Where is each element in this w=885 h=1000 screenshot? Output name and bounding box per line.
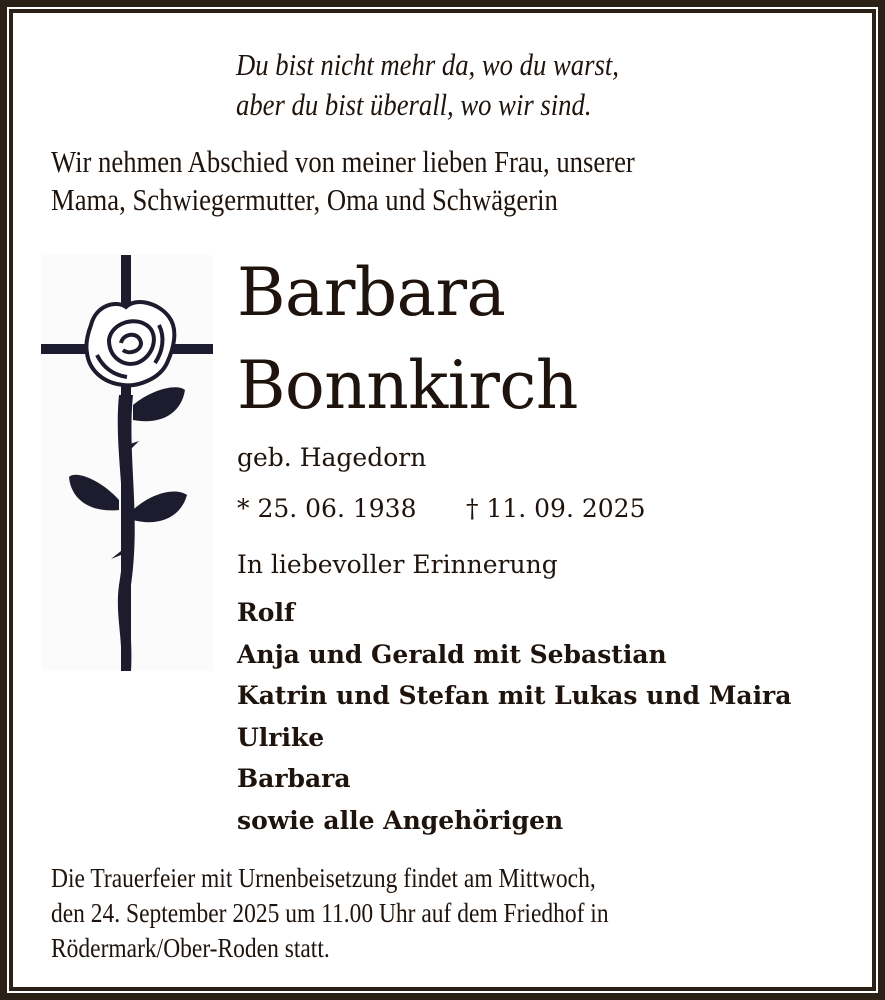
mourner-4: Ulrike bbox=[237, 723, 325, 752]
intro-line-1: Wir nehmen Abschied von meiner lieben Frau, unserer bbox=[51, 144, 635, 179]
remembrance-label: In liebevoller Erinnerung bbox=[237, 550, 558, 579]
funeral-line-1: Die Trauerfeier mit Urnenbeisetzung findet am Mittwoch, bbox=[51, 863, 596, 893]
intro-line-2: Mama, Schwiegermutter, Oma und Schwägerin bbox=[51, 182, 558, 217]
mourner-2: Anja und Gerald mit Sebastian bbox=[237, 640, 667, 669]
mourner-5: Barbara bbox=[237, 764, 351, 793]
quote-line-2: aber du bist überall, wo wir sind. bbox=[236, 87, 592, 122]
funeral-line-2: den 24. September 2025 um 11.00 Uhr auf dem Friedhof in bbox=[51, 898, 609, 928]
mourner-1: Rolf bbox=[237, 598, 295, 627]
funeral-line-3: Rödermark/Ober-Roden statt. bbox=[51, 933, 330, 963]
death-date: † 11. 09. 2025 bbox=[466, 494, 646, 523]
mourner-3: Katrin und Stefan mit Lukas und Maira bbox=[237, 681, 792, 710]
first-name: Barbara bbox=[237, 254, 506, 331]
mourner-6: sowie alle Angehörigen bbox=[237, 806, 564, 835]
quote-line-1: Du bist nicht mehr da, wo du warst, bbox=[236, 47, 619, 82]
maiden-name: geb. Hagedorn bbox=[237, 443, 427, 472]
cross-with-rose-icon bbox=[41, 255, 213, 671]
last-name: Bonnkirch bbox=[237, 347, 578, 424]
birth-date: * 25. 06. 1938 bbox=[237, 494, 417, 523]
